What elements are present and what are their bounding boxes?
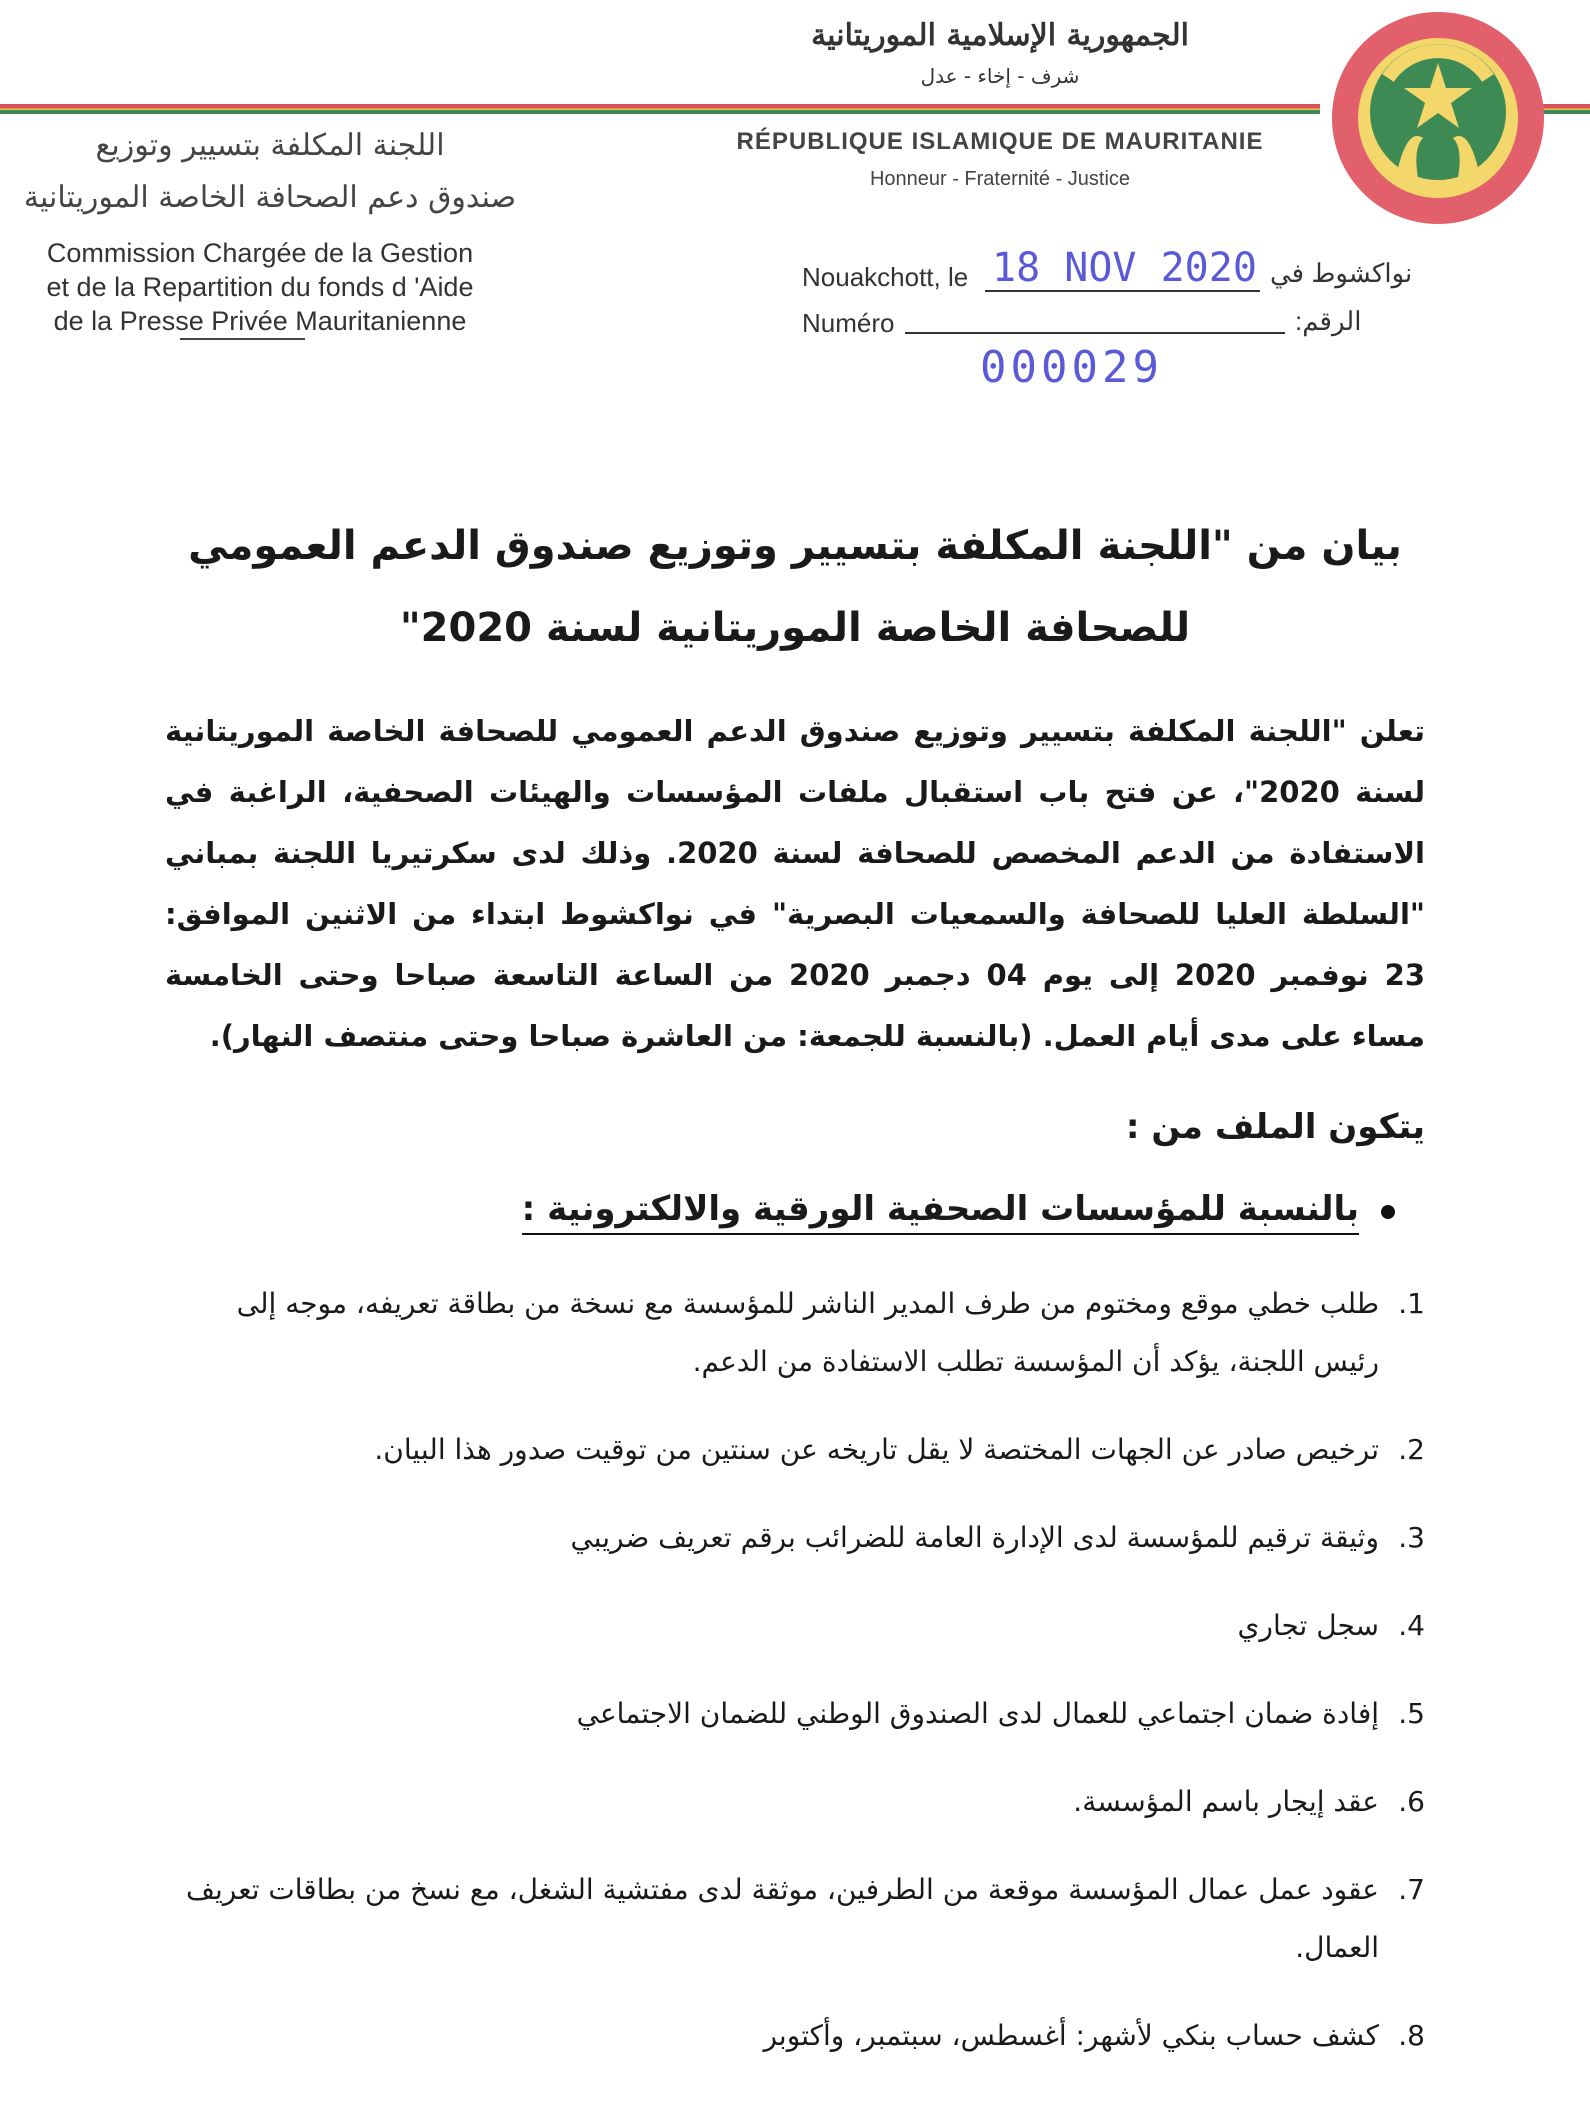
sender-arabic-line1: اللجنة المكلفة بتسيير وتوزيع — [95, 128, 445, 163]
file-heading: يتكون الملف من : — [1125, 1107, 1425, 1147]
document-body — [165, 505, 1425, 2095]
number-stamp: 000029 — [980, 342, 1163, 393]
title-line1: بيان من "اللجنة المكلفة بتسيير وتوزيع صندوق الدعم العمومي — [188, 523, 1402, 569]
list-item: 6. عقد إيجار باسم المؤسسة. — [1073, 1785, 1425, 1818]
list-item: 1. طلب خطي موقع ومختوم من طرف المدير الناشر للمؤسسة مع نسخة من بطاقة تعريفه، موجه إلى رئيس اللجنة، يؤكد أن المؤسسة تطلب الاستفادة من الدعم. — [236, 1287, 1425, 1378]
french-state-name: RÉPUBLIQUE ISLAMIQUE DE MAURITANIE — [736, 128, 1264, 155]
arabic-motto: شرف - إخاء - عدل — [920, 64, 1080, 88]
flag-band — [0, 104, 1320, 114]
bullet-icon — [1381, 1205, 1395, 1219]
list-item: 3. وثيقة ترقيم للمؤسسة لدى الإدارة العامة للضرائب برقم تعريف ضريبي — [570, 1521, 1425, 1554]
sender-arabic-line2: صندوق دعم الصحافة الخاصة الموريتانية — [23, 180, 517, 215]
requirements-list — [165, 1275, 1425, 2065]
list-item: 4. سجل تجاري — [1237, 1609, 1425, 1642]
announcement-paragraph: تعلن "اللجنة المكلفة بتسيير وتوزيع صندوق الدعم العمومي للصحافة الخاصة الموريتانية لسنة 2020"، عن فتح باب استقبال ملفات المؤسسات والهيئات الصحفية، الراغبة في الاستفادة من الدعم المخصص للصحافة لسنة 2020. وذلك لدى سكرتيريا اللجنة بمباني "السلطة العليا للصحافة والسمعيات البصرية" في نواكشوط ابتداء من الاثنين الموافق: 23 نوفمبر 2020 إلى يوم 04 دجمبر 2020 من الساعة التاسعة صباحا وحتى الخامسة مساء على مدى أيام العمل. (بالنسبة للجمعة: من العاشرة صباحا وحتى منتصف النهار). — [165, 714, 1425, 1053]
bullet-heading: بالنسبة للمؤسسات الصحفية الورقية والالكترونية : — [165, 1189, 1395, 1235]
list-item: 5. إفادة ضمان اجتماعي للعمال لدى الصندوق الوطني للضمان الاجتماعي — [576, 1697, 1425, 1730]
number-label-fr: Numéro — [802, 308, 895, 338]
number-line — [905, 332, 1285, 334]
national-emblem-icon — [1328, 8, 1548, 228]
list-item: 8. كشف حساب بنكي لأشهر: أغسطس، سبتمبر، وأكتوبر — [763, 2019, 1425, 2052]
place-label-ar: نواكشوط في — [1270, 258, 1413, 288]
sender-french-line3: de la Presse Privée Mauritanienne — [53, 306, 467, 336]
sender-french-line2: et de la Repartition du fonds d 'Aide — [46, 272, 474, 302]
list-item: 2. ترخيص صادر عن الجهات المختصة لا يقل تاريخه عن سنتين من توقيت صدور هذا البيان. — [374, 1433, 1425, 1466]
arabic-state-name: الجمهورية الإسلامية الموريتانية — [811, 18, 1189, 53]
list-item: 7. عقود عمل عمال المؤسسة موقعة من الطرفين، موثقة لدى مفتشية الشغل، مع نسخ من بطاقات تعريف العمال. — [185, 1873, 1425, 1964]
sender-french-line1: Commission Chargée de la Gestion — [46, 238, 474, 268]
title-line2: للصحافة الخاصة الموريتانية لسنة 2020" — [399, 605, 1191, 651]
french-motto: Honneur - Fraternité - Justice — [869, 168, 1131, 190]
place-label-fr: Nouakchott, le — [802, 262, 969, 292]
divider — [180, 338, 305, 340]
number-label-ar: الرقم: — [1295, 306, 1362, 336]
date-stamp: 18 NOV 2020 — [992, 245, 1257, 291]
